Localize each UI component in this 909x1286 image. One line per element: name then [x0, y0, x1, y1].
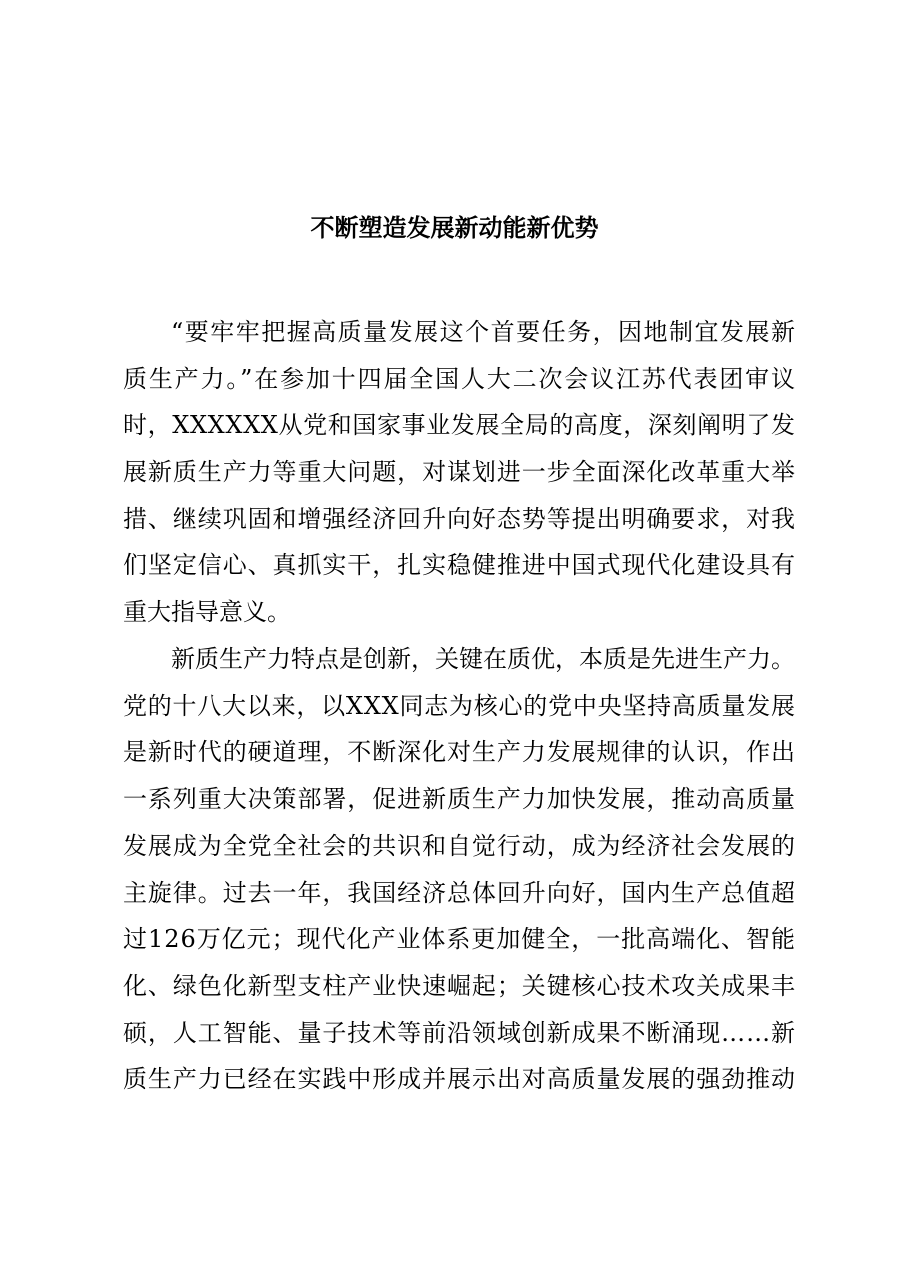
paragraph-1-line-5: 措、继续巩固和增强经济回升向好态势等提出明确要求，对我 — [123, 505, 796, 533]
paragraph-2-line-4: 一系列重大决策部署，促进新质生产力加快发展，推动高质量 — [123, 785, 796, 813]
paragraph-2-line-7: 过126万亿元；现代化产业体系更加健全，一批高端化、智能 — [123, 925, 796, 953]
document-title: 不断塑造发展新动能新优势 — [310, 213, 599, 242]
paragraph-2-line-8: 化、绿色化新型支柱产业快速崛起；关键核心技术攻关成果丰 — [123, 972, 796, 1000]
paragraph-2-line-2: 党的十八大以来，以XXX同志为核心的党中央坚持高质量发展 — [123, 692, 796, 720]
paragraph-2-line-3: 是新时代的硬道理，不断深化对生产力发展规律的认识，作出 — [123, 738, 796, 766]
paragraph-1-line-2: 质生产力。”在参加十四届全国人大二次会议江苏代表团审议 — [123, 365, 797, 393]
paragraph-1-line-1: “要牢牢把握高质量发展这个首要任务，因地制宜发展新 — [171, 318, 797, 346]
paragraph-1-line-6: 们坚定信心、真抓实干，扎实稳健推进中国式现代化建设具有 — [123, 551, 796, 579]
paragraph-2-line-10: 质生产力已经在实践中形成并展示出对高质量发展的强劲推动 — [123, 1065, 796, 1093]
paragraph-2-line-9: 硕，人工智能、量子技术等前沿领域创新成果不断涌现……新 — [123, 1019, 796, 1047]
paragraph-1-line-4: 展新质生产力等重大问题，对谋划进一步全面深化改革重大举 — [123, 458, 796, 486]
paragraph-2-line-6: 主旋律。过去一年，我国经济总体回升向好，国内生产总值超 — [123, 879, 796, 907]
paragraph-2-line-1: 新质生产力特点是创新，关键在质优，本质是先进生产力。 — [171, 645, 795, 673]
paragraph-2-line-5: 发展成为全党全社会的共识和自觉行动，成为经济社会发展的 — [123, 832, 796, 860]
paragraph-1-line-7: 重大指导意义。 — [123, 598, 291, 626]
paragraph-1-line-3: 时，XXXXXX从党和国家事业发展全局的高度，深刻阐明了发 — [123, 411, 796, 439]
